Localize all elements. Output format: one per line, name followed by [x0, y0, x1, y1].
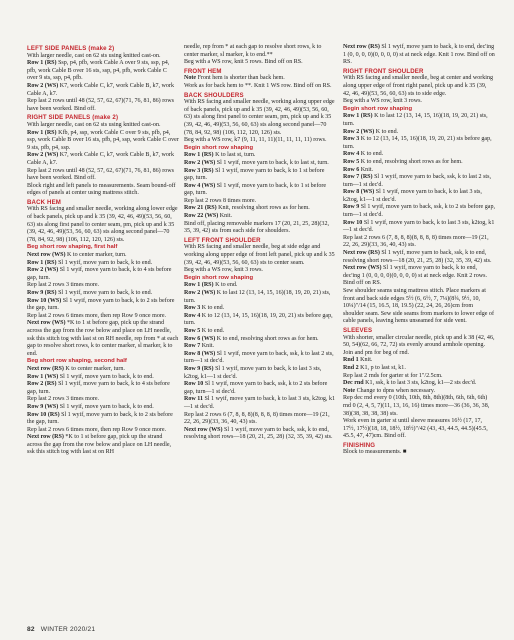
instruction-paragraph — [27, 252, 179, 260]
instruction-text: *K to 1 st before gap, pick up the strand across the gap from the row below and place on LH needle, ssk this stitch tog with last st on RH needle, rep from * at each gap to resolve short rows, k to center marker, sl marker, k to end. — [27, 320, 179, 357]
instruction-text: K to last 12 (13, 14, 15, 16)(18, 19, 20, 21) sts, turn. — [343, 113, 488, 127]
instruction-text: Rep last 2 rows 6 (7, 8, 8, 8)(8, 8, 8, 8) times more—19 (21, 22, 26, 29)(33, 36, 40, 43) sts. — [184, 411, 330, 426]
instruction-text: Rep last 2 rows 3 times more. — [27, 282, 100, 289]
instruction-text: Sl 1 wyif, move yarn to back, k to last 3 sts, k2tog, k1—1 st dec'd. — [184, 365, 322, 380]
instruction-text: Sl 1 wyif, move yarn to back, k to 2 sts before the gap, turn. — [27, 297, 175, 312]
row-label: Row 2 (RS) — [27, 381, 57, 388]
instruction-paragraph — [343, 75, 495, 98]
instruction-text: Sl 1 wyif, move yarn to back, k to 1 st before gap, turn. — [184, 167, 325, 182]
instruction-paragraph — [184, 343, 336, 351]
instruction-text: Rep last 2 rows 6 times more, then rep Row 9 once more. — [27, 312, 167, 319]
subsection-heading: Begin short row shaping — [184, 144, 254, 151]
row-label: Row 3 — [343, 136, 360, 143]
instruction-paragraph — [27, 130, 179, 153]
instruction-text: Front hem is shorter than back hem. — [196, 75, 285, 82]
instruction-paragraph — [27, 412, 179, 427]
instruction-text: Ssp, p4, pfb, work Cable A over 9 sts, ssp, p4, pfb, work Cable B over 16 sts, ssp, p4, pfb, work Cable C over 9 sts, ssp, p4, pfb. — [27, 60, 170, 82]
row-label: Dec rnd — [343, 380, 364, 387]
row-label: Next row (RS) — [27, 434, 64, 441]
instruction-paragraph — [27, 381, 179, 396]
row-label: Row 6 — [343, 166, 360, 173]
instruction-paragraph — [184, 99, 336, 137]
row-label: Row 9 (RS) — [184, 365, 214, 372]
instruction-text: Sl 1 wyif, move yarn to back, ssk, k to end, resolving short rows—18 (20, 21, 25, 28) (32, 35, 39, 42) sts. — [184, 426, 333, 441]
instruction-text: Sl 1 wyif, move yarn to back, k to last 3 sts, k2tog, k1—1 st dec'd. — [343, 189, 482, 203]
row-label: Row 2 (WS) — [27, 152, 59, 159]
instruction-text: Sl 1 wyif, move yarn to back, k to 1 st before gap, turn. — [184, 182, 327, 197]
instruction-paragraph — [184, 205, 336, 213]
row-label: Next row (RS) — [27, 365, 64, 372]
row-label: Row 7 (RS) — [343, 174, 373, 181]
instruction-paragraph — [343, 357, 495, 365]
instruction-text: Sl 1 wyif, move yarn to back, k to end. — [58, 373, 154, 380]
instruction-text: Rep last 2 rows 8 times more. — [184, 197, 257, 204]
row-label: Rnd 2 — [343, 364, 359, 371]
instruction-paragraph — [184, 83, 336, 91]
instruction-paragraph — [27, 320, 179, 358]
row-label: Row 7 — [184, 343, 201, 350]
section-heading: RIGHT FRONT SHOULDER — [343, 67, 424, 75]
instruction-paragraph — [184, 381, 336, 396]
instruction-text: Rep last 2 rows 3 times more. — [27, 396, 100, 403]
row-label: Row 22 (WS) — [184, 213, 219, 220]
instruction-paragraph — [27, 152, 179, 167]
row-label: Row 2 (WS) — [184, 290, 216, 296]
instruction-text: Rep last 2 rows 6 times more, then rep Row 9 once more. — [27, 426, 167, 433]
instruction-paragraph — [184, 412, 336, 427]
instruction-text: With RS facing and smaller needle, beg at side edge and working along upper edge of front left panel, pick up and k 35 (39, 42, 46, 49)(53, 56, 60, 63) sts to center seam. — [184, 244, 335, 266]
instruction-paragraph — [343, 44, 495, 67]
instruction-text: K1, p to last st, k1. — [358, 364, 406, 371]
instruction-paragraph — [343, 288, 495, 326]
row-label: Row 4 — [343, 151, 360, 158]
row-label: Row 10 (RS) — [27, 411, 60, 418]
instruction-paragraph — [184, 44, 336, 59]
instruction-paragraph — [184, 152, 336, 160]
instruction-paragraph — [27, 206, 179, 244]
instruction-paragraph — [343, 204, 495, 219]
instruction-text: Beg with a WS row, knit 3 rows. — [184, 267, 263, 274]
instruction-paragraph — [184, 351, 336, 366]
instruction-paragraph — [184, 313, 336, 328]
instruction-text: Rep last 2 rows 6 (7, 8, 8, 8)(8, 8, 8, 8) times more—19 (21, 22, 26, 29)(33, 36, 40, 43) sts. — [343, 234, 489, 249]
instruction-text: Sl 1 wyif, move yarn to back, k to end. — [58, 403, 154, 410]
instruction-text: Sl 1 wyif, move yarn to back, k to end. — [56, 259, 153, 266]
column-1 — [27, 44, 179, 457]
row-label: Row 3 — [184, 305, 201, 312]
row-label: Note — [184, 75, 197, 82]
instruction-text: Sl 1 wyif, move yarn to back, k to end. — [56, 290, 153, 296]
instruction-text: Work as for back hem to **. Knit 1 WS row. Bind off on RS. — [184, 82, 332, 89]
instruction-text: K to center marker, turn. — [63, 365, 125, 372]
instruction-paragraph — [27, 83, 179, 98]
row-label: Row 5 — [343, 158, 360, 165]
instruction-paragraph — [27, 98, 179, 113]
section-heading: BACK HEM — [27, 198, 62, 206]
instruction-text: Bind off, placing removable markers 17 (20, 21, 25, 28)(32, 35, 39, 42) sts from each side for shoulders. — [184, 220, 329, 235]
section-heading: FRONT HEM — [184, 67, 222, 75]
instruction-text: K to end. — [359, 151, 384, 158]
row-label: Row 4 — [184, 312, 201, 319]
section-heading: LEFT SIDE PANELS (make 2) — [27, 45, 115, 52]
row-label: Row 8 (WS) — [184, 350, 216, 357]
instruction-text: K7, work Cable C, k7, work Cable B, k7, work Cable A, k7. — [27, 152, 174, 166]
instruction-paragraph — [184, 213, 336, 221]
instruction-paragraph — [27, 298, 179, 313]
instruction-paragraph — [343, 449, 495, 457]
instruction-text: Knit. — [200, 343, 215, 350]
instruction-paragraph — [343, 113, 495, 128]
instruction-text: K to center marker, turn. — [65, 252, 127, 259]
row-label: Next row (RS) — [343, 250, 380, 257]
row-label: Row 1 (WS) — [27, 373, 59, 380]
instruction-text: K1, ssk, k to last 3 sts, k2tog, k1—2 sts dec'd. — [363, 380, 477, 387]
instruction-text: Sl 1 wyif, move yarn to back, ssk, k to last 2 sts, turn—1 st dec'd. — [343, 174, 491, 188]
row-label: Note — [343, 387, 356, 394]
column-2 — [184, 44, 336, 442]
instruction-text: Sew shoulder seams using mattress stitch. Place markers at front and back side edges 5½ (6, 6½, 7, 7¼)(8¾, 9½, 10, 10¼)"/14 (15, 16.5, 18, 19.5) (22, 24, 26, 26)cm from shoulder seam. Sew side seams from markers to lower edge of cable panels, leaving hems unseamed for side vent. — [343, 288, 494, 325]
instruction-paragraph — [184, 366, 336, 381]
instruction-paragraph — [27, 374, 179, 382]
row-label: Row 10 — [343, 219, 363, 226]
row-label: Rnd 1 — [343, 357, 359, 364]
instruction-text: needle, rep from * at each gap to resolve short rows, k to center marker, sl marker, k to end.** — [184, 44, 322, 58]
instruction-text: With shorter, smaller circular needle, pick up and k 38 (42, 46, 50, 54)(62, 66, 72, 72) sts evenly around armhole opening. Join and pm for beg of rnd. — [343, 334, 495, 356]
instruction-text: Rep last 2 rows until 48 (52, 57, 62, 67)(71, 76, 81, 86) rows have been worked. Bind off. — [27, 98, 174, 112]
instruction-text: Sl 1 wyif, move yarn to back, k to 2 sts before the gap, turn. — [27, 411, 173, 426]
instruction-text: K to end. — [213, 282, 238, 289]
instruction-paragraph — [184, 305, 336, 313]
instruction-text: Rep last 2 rows until 48 (52, 57, 62, 67)(71, 76, 81, 86) rows have been worked. Bind off. — [27, 167, 174, 182]
instruction-paragraph — [184, 267, 336, 275]
row-label: Row 1 (RS) — [27, 129, 57, 136]
instruction-text: K to end. — [374, 128, 399, 135]
instruction-paragraph — [343, 167, 495, 175]
instruction-paragraph — [184, 282, 336, 290]
instruction-text: Sl 1 wyif, move yarn to back, k to end, dec'ing 1 (0, 0, 0, 0)(0, 0, 0, 0) st at neck edge. Knit 2 rows. Bind off on RS. — [343, 265, 488, 287]
instruction-paragraph — [343, 98, 495, 106]
instruction-text: K to last 12 (13, 14, 15, 16)(18, 19, 20, 21) sts, turn. — [184, 290, 331, 304]
instruction-paragraph — [343, 265, 495, 288]
instruction-paragraph — [343, 395, 495, 418]
instruction-paragraph — [27, 434, 179, 457]
instruction-paragraph — [27, 366, 179, 374]
instruction-text: Knit, resolving short rows as for hem. — [216, 205, 310, 212]
instruction-text: Block right and left panels to measurements. Seam bound-off edges of panels at center using mattress stitch. — [27, 182, 176, 197]
instruction-text: Kfb, p4, ssp, work Cable C over 9 sts, pfb, p4, ssp, work Cable B over 16 sts, pfb, p4, ssp, work Cable C over 9 sts, pfb, p4, ssp. — [27, 129, 179, 151]
instruction-text: K to end. — [200, 305, 225, 312]
subsection-heading: Begin short row shaping — [343, 105, 413, 112]
row-label: Row 9 (RS) — [27, 290, 57, 296]
instruction-paragraph — [343, 380, 495, 388]
row-label: Next row (WS) — [184, 426, 223, 433]
row-label: Row 1 (RS) — [27, 259, 57, 266]
instruction-paragraph — [343, 174, 495, 189]
instruction-paragraph — [184, 137, 336, 145]
instruction-paragraph — [184, 427, 336, 442]
row-label: Row 10 (WS) — [27, 297, 62, 304]
section-heading: SLEEVES — [343, 326, 373, 334]
instruction-paragraph — [184, 336, 336, 344]
instruction-text: Sl 1 wyif, move yarn to back, ssk, k to last 2 sts, turn—1 st dec'd. — [184, 350, 334, 365]
instruction-text: Sl 1 wyif, move yarn to back, ssk, k to 2 sts before gap, turn—1 st dec'd. — [184, 381, 328, 395]
row-label: Row 1 (RS) — [27, 60, 57, 67]
instruction-text: With RS facing and smaller needle, working along upper edge of back panels, pick up and k 35 (39, 42, 46, 49)(53, 56, 60, 63) sts along first panel to center seam, pm, pick up and k 35 (39, 42, 46, 49)(53, 56, 60, 63) sts along second panel—70 (78, 84, 92, 98) (106, 112, 120, 126) sts. — [184, 99, 335, 136]
instruction-paragraph — [343, 159, 495, 167]
row-label: Row 9 (WS) — [27, 403, 59, 410]
instruction-paragraph — [184, 160, 336, 168]
row-label: Row 2 (WS) — [184, 159, 216, 166]
instruction-paragraph — [343, 136, 495, 151]
section-heading: LEFT FRONT SHOULDER — [184, 236, 261, 244]
instruction-paragraph — [343, 365, 495, 373]
instruction-text: K to 12 (13, 14, 15, 16)(18, 19, 20, 21) sts before gap, turn. — [184, 312, 333, 327]
row-label: Row 2 (WS) — [27, 82, 59, 89]
instruction-text: Beg with a WS row, k7 (9, 11, 11, 11)(11, 11, 11, 11) rows. — [184, 137, 327, 144]
instruction-paragraph — [343, 220, 495, 235]
row-label: Row 1 (RS) — [184, 152, 214, 159]
instruction-text: Beg with a WS row, knit 3 rows. — [343, 98, 422, 105]
instruction-text: Knit. — [218, 213, 233, 220]
instruction-text: With larger needle, cast on 62 sts using knitted cast-on. — [27, 52, 161, 59]
instruction-paragraph — [184, 328, 336, 336]
instruction-text: Sl 1 wyif, move yarn to back, ssk, k to 2 sts before gap, turn—1 st dec'd. — [343, 204, 495, 219]
instruction-paragraph — [184, 244, 336, 267]
row-label: Next row (WS) — [27, 320, 66, 327]
instruction-text: Sl 1 wyif, move yarn to back, k to last st, turn. — [215, 159, 329, 166]
instruction-text: Sl 1 wyif, move yarn to back, k to end, dec'ing 1 (0, 0, 0, 0)(0, 0, 0, 0) st at neck edge. Knit 1 row. Bind off on RS. — [343, 44, 495, 66]
subsection-heading: Beg short row shaping, first half — [27, 244, 118, 251]
row-label: Row 2 (WS) — [343, 128, 375, 135]
instruction-text: Sl 1 wyif, move yarn to back, k to 4 sts before gap, turn. — [27, 381, 170, 395]
instruction-paragraph — [184, 168, 336, 183]
row-label: Row 10 — [184, 381, 204, 388]
instruction-text: Sl 1 wyif, move yarn to back, k to 4 sts before gap, turn. — [27, 267, 172, 281]
instruction-text: With larger needle, cast on 62 sts using knitted cast-on. — [27, 121, 161, 128]
row-label: Row 5 — [184, 327, 201, 334]
row-label: Row 9 — [343, 204, 360, 211]
instruction-text: With RS facing and smaller needle, working along lower edge of back panels, pick up and k 35 (39, 42, 46, 49)(53, 56, 60, 63) sts along first panel to center seam, pm, pick up and k 35 (39, 42, 46, 49)(53, 56, 60, 63) sts along second panel—70 (78, 84, 92, 98) (106, 112, 120, 126) sts. — [27, 206, 178, 243]
instruction-text: Rep last 2 rnds for garter st for 1"/2.5cm. — [343, 372, 443, 379]
instruction-paragraph — [343, 151, 495, 159]
instruction-text: Beg with a WS row, knit 5 rows. Bind off on RS. — [184, 59, 303, 66]
section-heading: BACK SHOULDERS — [184, 91, 244, 99]
instruction-paragraph — [27, 282, 179, 290]
instruction-paragraph — [343, 129, 495, 137]
section-heading: RIGHT SIDE PANELS (make 2) — [27, 114, 119, 122]
instruction-text: Block to measurements. ■ — [343, 449, 407, 456]
instruction-text: Knit. — [359, 166, 374, 173]
instruction-paragraph — [27, 168, 179, 183]
instruction-text: Change to dpns when necessary. — [355, 387, 435, 394]
instruction-text: *K to 1 st before gap, pick up the strand across the gap from the row below and place on LH needle, ssk this stitch tog with last st on RH — [27, 434, 172, 456]
instruction-paragraph — [184, 75, 336, 83]
subsection-heading: Beg short row shaping, second half — [27, 358, 127, 365]
instruction-paragraph — [184, 290, 336, 305]
instruction-paragraph — [343, 189, 495, 204]
row-label: Row 3 (RS) — [184, 167, 214, 174]
instruction-paragraph — [343, 235, 495, 250]
instruction-paragraph — [343, 418, 495, 441]
row-label: Row 6 (WS) — [184, 335, 216, 342]
instruction-paragraph — [27, 183, 179, 198]
instruction-text: With RS facing and smaller needle, beg at center and working along upper edge of front right panel, pick up and k 35 (39, 42, 46, 49)(53, 56, 60, 63) sts to side edge. — [343, 75, 494, 97]
instruction-text: Rep dec rnd every 0 (10th, 10th, 8th, 8th)(8th, 6th, 6th, 6th) rnd 0 (2, 4, 5, 7)(11, 13, 16, 16) times more—36 (36, 36, 38, 38)(38, 38, 38, 38) sts. — [343, 395, 490, 417]
instruction-text: Work even in garter st until sleeve measures 16½ (17, 17, 17½, 17½)(18, 18, 18½, 18½)"/42 (43, 43, 44.5, 44.5)(45.5, 45.5, 47, 47)cm. Bind off. — [343, 418, 488, 440]
row-label: Row 1 (RS) — [184, 282, 214, 289]
row-label: Row 4 (WS) — [184, 182, 216, 189]
row-label: Row 8 (WS) — [343, 189, 375, 196]
row-label: Row 11 — [184, 396, 203, 403]
row-label: Next row (WS) — [27, 252, 66, 259]
instruction-paragraph — [343, 373, 495, 381]
instruction-paragraph — [27, 60, 179, 83]
instruction-text: K to end. — [200, 327, 225, 334]
instruction-text: K to end, resolving short rows as for hem. — [359, 158, 463, 165]
instruction-text: Knit. — [358, 357, 373, 364]
instruction-paragraph — [343, 335, 495, 358]
instruction-text: K7, work Cable C, k7, work Cable B, k7, work Cable A, k7. — [27, 82, 174, 97]
instruction-text: Sl 1 wyif, move yarn to back, k to last 3 sts, k2tog, k1—1 st dec'd. — [343, 219, 495, 234]
row-label: Row 21 (RS) — [184, 205, 217, 212]
instruction-paragraph — [184, 183, 336, 198]
row-label: Next row (RS) — [343, 44, 380, 50]
instruction-text: Sl 1 wyif, move yarn to back, k to last 3 sts, k2tog, k1—1 st dec'd. — [184, 396, 335, 410]
instruction-paragraph — [27, 290, 179, 298]
instruction-text: K to 12 (13, 14, 15, 16)(18, 19, 20, 21) sts before gap, turn. — [343, 136, 492, 150]
instruction-paragraph — [27, 404, 179, 412]
page-number: 82 — [27, 626, 35, 633]
instruction-paragraph — [27, 122, 179, 130]
column-3 — [343, 44, 495, 457]
issue-label: WINTER 2020/21 — [40, 626, 96, 633]
row-label: Next row (WS) — [343, 265, 382, 272]
section-heading: FINISHING — [343, 441, 376, 449]
instruction-paragraph — [27, 267, 179, 282]
row-label: Row 2 (WS) — [27, 267, 59, 274]
row-label: Row 1 (RS) — [343, 113, 373, 120]
instruction-text: Sl 1 wyif, move yarn to back, ssk, k to end, resolving short rows—18 (20, 21, 25, 28) (32, 35, 39, 42) sts. — [343, 250, 492, 264]
instruction-text: K to last st, turn. — [213, 152, 256, 159]
instruction-paragraph — [184, 221, 336, 236]
instruction-paragraph — [27, 396, 179, 404]
page-footer — [27, 626, 95, 633]
instruction-paragraph — [184, 59, 336, 67]
subsection-heading: Begin short row shaping — [184, 274, 254, 281]
instruction-paragraph — [343, 250, 495, 265]
instruction-paragraph — [184, 396, 336, 411]
instruction-text: K to end, resolving short rows as for hem. — [215, 335, 319, 342]
